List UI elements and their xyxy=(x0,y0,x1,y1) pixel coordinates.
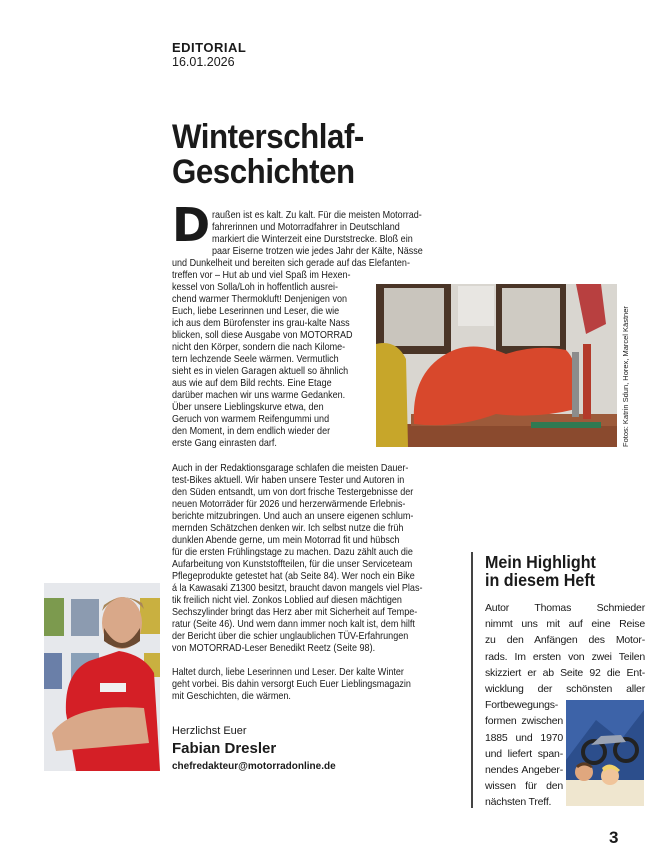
text-line: tern lechzende Seele wärmen. Vermutlich xyxy=(172,353,339,365)
highlight-line: Fortbewegungs- xyxy=(485,699,559,712)
text-line: aus wie auf dem Bild rechts. Eine Etage xyxy=(172,377,332,389)
text-line: ich aus dem Bürofenster ins grau-kalte Nass xyxy=(172,317,350,329)
signature-name: Fabian Dresler xyxy=(172,740,277,757)
text-line: dunklen Abende gerne, um mein Motorrad fit und hübsch xyxy=(172,534,400,546)
highlight-line: nimmt uns mit auf eine Reise xyxy=(485,618,645,631)
text-line: raußen ist es kalt. Zu kalt. Für die meisten Motorrad- xyxy=(212,209,422,221)
text-line: erste Gang einrasten darf. xyxy=(172,437,277,449)
highlight-line: skizziert er ab Seite 92 die Ent- xyxy=(485,666,645,679)
text-line: von MOTORRAD-Leser Benedikt Reetz (Seite 98). xyxy=(172,642,376,654)
highlight-line: wissen für den xyxy=(485,780,563,793)
highlight-title-line: in diesem Heft xyxy=(485,570,596,590)
text-line: und Dunkelheit und bereiten sich gerade auf das Elefanten- xyxy=(172,257,410,269)
garage-photo xyxy=(376,284,617,447)
highlight-line: wicklung der schönsten aller xyxy=(485,682,645,695)
highlight-line: nendes Angeber- xyxy=(485,763,563,776)
highlight-line: rads. Im ersten von zwei Teilen xyxy=(485,650,645,663)
vintage-poster-image xyxy=(566,700,644,806)
text-line: darüber machen wir uns warme Gedanken. xyxy=(172,389,346,401)
signature-greeting: Herzlichst Euer xyxy=(172,725,247,737)
text-line: Über unsere Lieblingskurve etwa, den xyxy=(172,401,324,413)
paragraph-3 xyxy=(172,666,450,702)
highlight-line: Autor Thomas Schmieder xyxy=(485,602,645,614)
text-line: Aufarbeitung von Kunststoffteilen, für die unser Serviceteam xyxy=(172,558,413,570)
text-line: sieht es in vielen Garagen aktuell so ähnlich xyxy=(172,365,349,377)
text-line: treffen vor – Hut ab und viel Spaß im Hexen- xyxy=(172,269,351,281)
highlight-line: 1885 und 1970 xyxy=(485,731,563,744)
text-line: den Süden entsandt, um von dort frische Testergebnisse der xyxy=(172,486,414,498)
text-line: blicken, soll diese Ausgabe von MOTORRAD xyxy=(172,329,353,341)
highlight-line: nächsten Treff. xyxy=(485,796,552,809)
page-number: 3 xyxy=(609,828,619,847)
text-line: test-Bikes aktuell. Wir haben unsere Tester und Autoren in xyxy=(172,474,405,486)
text-line: geht vorbei. Bis dahin versorgt Euch Euer Lieblingsmagazin xyxy=(172,678,411,690)
text-line: der Bericht über die schier unglaublichen TÜV-Erfahrungen xyxy=(172,630,409,642)
editor-portrait xyxy=(44,583,160,771)
text-line: Sechszylinder bringt das Herz aber mit Sicherheit auf Tempe- xyxy=(172,606,418,618)
title-line: Winterschlaf- xyxy=(172,118,364,156)
highlight-line: formen zwischen xyxy=(485,715,563,728)
issue-date: 16.01.2026 xyxy=(172,55,235,69)
text-line: chend warmer Thermokluft! Denjenigen von xyxy=(172,293,348,305)
text-line: Euch, liebe Leserinnen und Leser, die wie xyxy=(172,305,340,317)
text-line: ratur (Seite 46). Und wem dann immer noch kalt ist, dem hilft xyxy=(172,618,415,630)
text-line: Pflegeprodukte getestet hat (ab Seite 84). Wer noch ein Bike xyxy=(172,570,415,582)
text-line: á la Kawasaki Z1300 besitzt, braucht davon mangels viel Plas- xyxy=(172,582,423,594)
text-line: neuen Motorräder für 2026 und herzerwärmende Erlebnis- xyxy=(172,498,406,510)
text-line: den Moment, in dem endlich wieder der xyxy=(172,425,331,437)
highlight-line: und liefert span- xyxy=(485,747,563,760)
title-line: Geschichten xyxy=(172,153,355,191)
text-line: kessel von Solla/Loh in hoffentlich ausrei- xyxy=(172,281,338,293)
text-line: nicht den Körper, sondern die nach Kilome- xyxy=(172,341,346,353)
text-line: tik freilich nicht viel. Zonkos Loblied auf diesen mächtigen xyxy=(172,594,402,606)
text-line: Auch in der Redaktionsgarage schlafen die meisten Dauer- xyxy=(172,462,409,474)
page-title xyxy=(172,120,364,190)
highlight-title-line: Mein Highlight xyxy=(485,552,596,572)
paragraph-2 xyxy=(172,462,463,654)
text-line: für die ersten Frühlingstage zu machen. Dazu zählt auch die xyxy=(172,546,413,558)
section-label: EDITORIAL xyxy=(172,40,247,55)
text-line: markiert die Winterzeit eine Durststrecke. Bloß ein xyxy=(212,233,413,245)
text-line: mernden Schätzchen denken wir. Ich selbst nutze die früh xyxy=(172,522,404,534)
text-line: paar Eiserne trotzen wie jedes Jahr der Kälte, Nässe xyxy=(212,245,423,257)
highlight-line: zu den Anfängen des Motor- xyxy=(485,634,645,647)
text-line: Haltet durch, liebe Leserinnen und Leser. Der kalte Winter xyxy=(172,666,404,678)
text-line: mit Geschichten, die wärmen. xyxy=(172,690,291,702)
text-line: berichte mitzubringen. Und auch an unsere eigenen schlum- xyxy=(172,510,414,522)
highlight-title xyxy=(485,553,596,589)
text-line: fahrerinnen und Motorradfahrer in Deutschland xyxy=(212,221,400,233)
signature-email[interactable]: chefredakteur@motorradonline.de xyxy=(172,761,336,772)
photo-credit: Fotos: Katrin Sdun, Horex, Marcel Kästner xyxy=(621,306,630,447)
drop-cap: D xyxy=(172,198,211,252)
text-line: Geruch von warmem Reifengummi und xyxy=(172,413,330,425)
